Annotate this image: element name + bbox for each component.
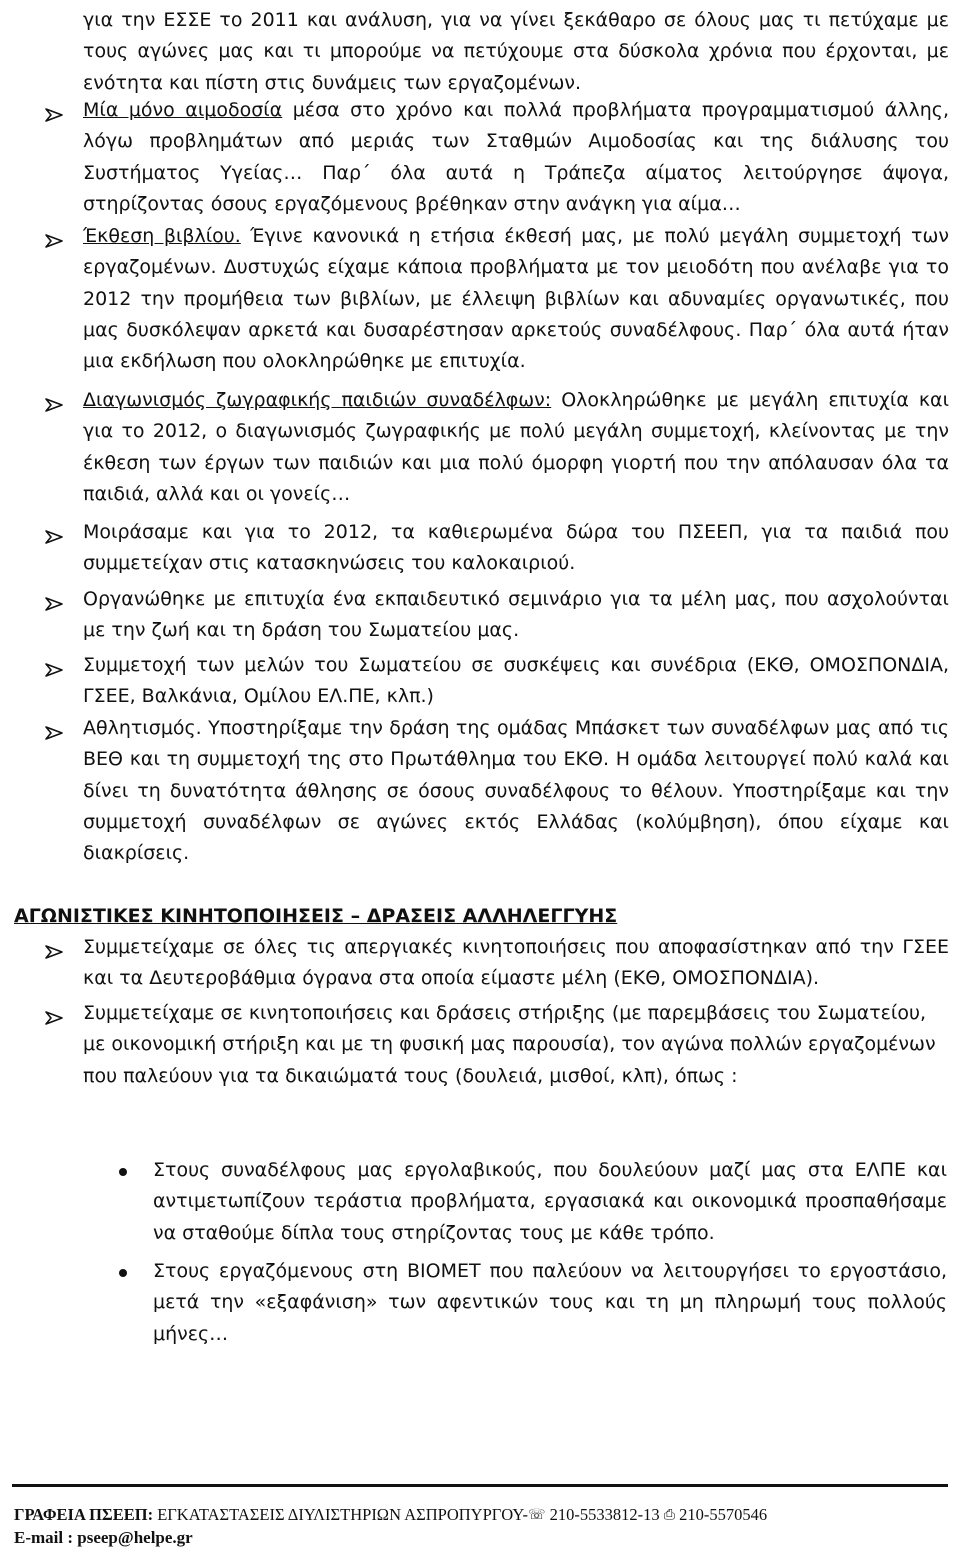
list-item-meetings — [83, 650, 949, 713]
arrow-bullet-icon — [44, 107, 68, 123]
list-item-drawing-contest — [83, 385, 949, 510]
item-text: μέσα στο χρόνο και πολλά προβλήματα προγραμματισμού άλλης, λόγω προβλημάτων από μεριάς των Σταθμών Αιμοδοσίας και της διάλυσης του Συστήματος Υγείας… Παρ΄ όλα αυτά η Τράπεζα αίματος λειτούργησε άψογα, στηρίζοντας όσους εργαζόμενους βρέθηκαν στην ανάγκη για αίμα… — [83, 99, 949, 215]
fax-icon: ⎙ — [663, 1507, 675, 1523]
item-title: Μία μόνο αιμοδοσία — [83, 99, 283, 121]
footer-contact-line — [14, 1505, 767, 1525]
arrow-bullet-icon — [44, 233, 68, 249]
footer-label: ΓΡΑΦΕΙΑ ΠΣΕΕΠ: — [14, 1505, 154, 1524]
item-text: Συμμετοχή των μελών του Σωματείου σε συσκέψεις και συνέδρια (ΕΚΘ, ΟΜΟΣΠΟΝΔΙΑ, ΓΣΕΕ, Βαλκάνια, Ομίλου ΕΛ.ΠΕ, κλπ.) — [83, 654, 949, 708]
list-item-seminar — [83, 584, 949, 647]
item-text: Οργανώθηκε με επιτυχία ένα εκπαιδευτικό σεμινάριο για τα μέλη μας, που ασχολούνται με την ζωή και τη δράση του Σωματείου μας. — [83, 588, 949, 642]
arrow-bullet-icon — [44, 397, 68, 413]
round-bullet-icon — [119, 1168, 127, 1176]
arrow-bullet-icon — [44, 725, 68, 741]
phone-icon: ☏ — [527, 1507, 546, 1523]
arrow-bullet-icon — [44, 529, 68, 545]
item-text: Έγινε κανονικά η ετήσια έκθεσή μας, με πολύ μεγάλη συμμετοχή των εργαζομένων. Δυστυχώς είχαμε κάποια προβλήματα με τον μειοδότη που ανέλαβε για το 2012 την προμήθεια των βιβλίων, με έλλειψη βιβλίων και αδυναμίες οργανωτικές, που μας δυσκόλεψαν αρκετά και δυσαρέστησαν αρκετούς συναδέλφους. Παρ΄ όλα αυτά ήταν μια εκδήλωση που ολοκληρώθηκε με επιτυχία. — [83, 225, 949, 373]
footer-divider — [12, 1484, 948, 1487]
item-text: Μοιράσαμε και για το 2012, τα καθιερωμένα δώρα του ΠΣΕΕΠ, για τα παιδιά που συμμετείχαν στις κατασκηνώσεις του καλοκαιριού. — [83, 521, 949, 575]
item-text: Ολοκληρώθηκε με μεγάλη επιτυχία και για το 2012, ο διαγωνισμός ζωγραφικής με πολύ μεγάλη συμμετοχή, κλείνοντας με την έκθεση των έργων των παιδιών και μια πολύ όμορφη γιορτή που την απόλαυσαν όλα τα παιδιά, αλλά και οι γονείς… — [83, 389, 949, 505]
bullet-item-contractors: Στους συναδέλφους μας εργολαβικούς, που δουλεύουν μαζί μας στα ΕΛΠΕ και αντιμετωπίζουν τεράστια προβλήματα, εργασιακά και οικονομικά προσπαθήσαμε να σταθούμε δίπλα τους στηρίζοντας τους με κάθε τρόπο. — [153, 1159, 947, 1244]
section-heading: ΑΓΩΝΙΣΤΙΚΕΣ ΚΙΝΗΤΟΠΟΙΗΣΕΙΣ – ΔΡΑΣΕΙΣ ΑΛΛΗΛΕΓΓΥΗΣ — [14, 905, 618, 927]
list-item-strikes — [83, 932, 949, 995]
list-item-gifts — [83, 517, 949, 580]
arrow-bullet-icon — [44, 662, 68, 678]
footer-fax: 210-5570546 — [674, 1505, 768, 1524]
item-text: Αθλητισμός. Υποστηρίξαμε την δράση της ομάδας Μπάσκετ των συναδέλφων μας από τις ΒΕΘ και τη συμμετοχή της στο Πρωτάθλημα του ΕΚΘ. Η ομάδα λειτουργεί πολύ καλά και δίνει τη δυνατότητα άθλησης σε όσους συναδέλφους το θέλουν. Υποστηρίξαμε και την συμμετοχή συναδέλφων σε αγώνες εκτός Ελλάδας (κολύμβηση), όπου είχαμε και διακρίσεις. — [83, 717, 949, 865]
item-title: Έκθεση βιβλίου. — [83, 225, 241, 247]
arrow-bullet-icon — [44, 596, 68, 612]
item-text: Συμμετείχαμε σε όλες τις απεργιακές κινητοποιήσεις που αποφασίστηκαν από την ΓΣΕΕ και τα Δευτεροβάθμια όγρανα στα οποία είμαστε μέλη (ΕΚΘ, ΟΜΟΣΠΟΝΔΙΑ). — [83, 936, 949, 990]
intro-paragraph: για την ΕΣΣΕ το 2011 και ανάλυση, για να γίνει ξεκάθαρο σε όλους μας τι πετύχαμε με τους αγώνες μας και τι μπορούμε να πετύχουμε στα δύσκολα χρόνια που έρχονται, με ενότητα και πίστη στις δυνάμεις των εργαζομένων. — [83, 9, 949, 94]
item-text: Συμμετείχαμε σε κινητοποιήσεις και δράσεις στήριξης (με παρεμβάσεις του Σωματείου, με οικονομική στήριξη και με τη φυσική μας παρουσία), τον αγώνα πολλών εργαζομένων που παλεύουν για τα δικαιώματά τους (δουλειά, μισθοί, κλπ), όπως : — [83, 1002, 936, 1087]
arrow-bullet-icon — [44, 1010, 68, 1026]
footer-phone: 210-5533812-13 — [545, 1505, 664, 1524]
bullet-item-biomet: Στους εργαζόμενους στη ΒΙΟΜΕΤ που παλεύουν να λειτουργήσει το εργοστάσιο, μετά την «εξαφάνιση» των αφεντικών τους και τη μη πληρωμή τους πολλούς μήνες… — [153, 1260, 947, 1345]
footer-address: ΕΓΚΑΤΑΣΤΑΣΕΙΣ ΔΙΥΛΙΣΤΗΡΙΩΝ ΑΣΠΡΟΠΥΡΓΟΥ- — [153, 1505, 528, 1524]
round-bullet-icon — [119, 1269, 127, 1277]
list-item-sports — [83, 713, 949, 869]
arrow-bullet-icon — [44, 944, 68, 960]
item-title: Διαγωνισμός ζωγραφικής παιδιών συναδέλφων: — [83, 389, 552, 411]
list-item-blood-donation — [83, 95, 949, 220]
footer-email[interactable]: E-mail : pseep@helpe.gr — [14, 1528, 193, 1547]
list-item-solidarity — [83, 998, 949, 1092]
list-item-book-exhibition — [83, 221, 949, 377]
